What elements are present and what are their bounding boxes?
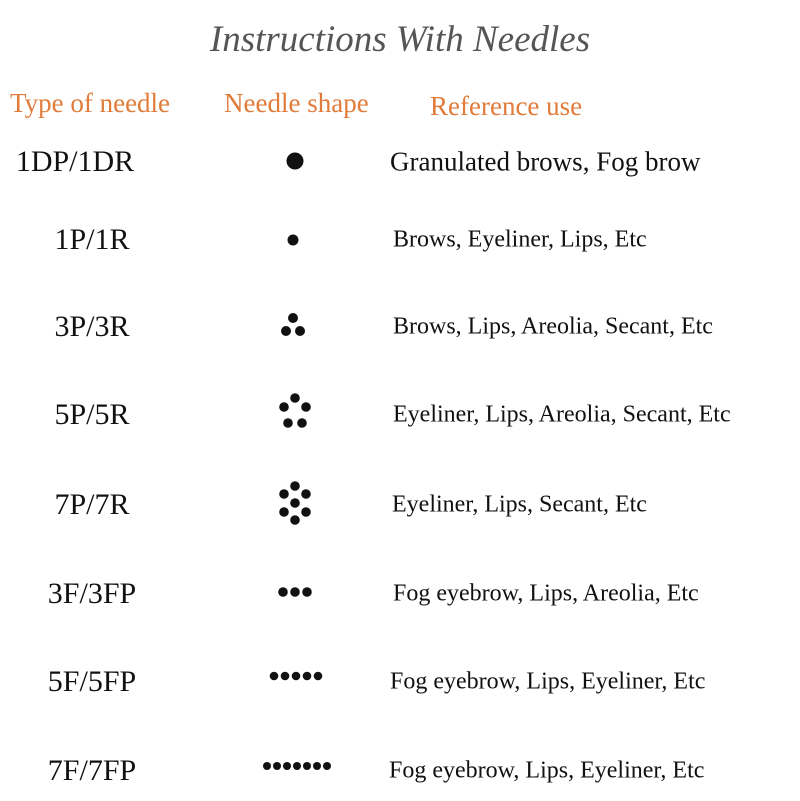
reference-use: Granulated brows, Fog brow xyxy=(390,146,701,177)
header-reference-use: Reference use xyxy=(430,91,583,121)
three-dot-cluster-icon xyxy=(250,297,340,357)
needle-type: 1DP/1DR xyxy=(15,145,135,178)
needle-type: 7F/7FP xyxy=(47,754,137,787)
table-row xyxy=(0,475,800,535)
table-row xyxy=(0,132,800,192)
table-row xyxy=(0,385,800,445)
page-title: Instructions With Needles xyxy=(209,19,591,60)
needle-type: 5P/5R xyxy=(54,398,130,431)
reference-use: Fog eyebrow, Lips, Eyeliner, Etc xyxy=(390,668,706,695)
reference-use: Brows, Lips, Areolia, Secant, Etc xyxy=(393,313,713,340)
needle-type: 1P/1R xyxy=(54,223,130,256)
reference-use: Eyeliner, Lips, Secant, Etc xyxy=(392,491,647,518)
reference-use: Fog eyebrow, Lips, Areolia, Etc xyxy=(393,580,699,607)
header-type-of-needle: Type of needle xyxy=(10,88,171,118)
seven-dot-line-icon xyxy=(255,741,345,801)
reference-use: Fog eyebrow, Lips, Eyeliner, Etc xyxy=(389,757,705,784)
seven-dot-cluster-icon xyxy=(250,475,340,535)
needle-type: 7P/7R xyxy=(54,488,130,521)
reference-use: Brows, Eyeliner, Lips, Etc xyxy=(393,226,647,253)
table-row xyxy=(0,652,800,712)
five-dot-line-icon xyxy=(260,652,340,712)
single-large-dot-icon xyxy=(250,132,340,192)
table-row xyxy=(0,564,800,624)
three-dot-line-icon xyxy=(250,564,340,624)
table-row xyxy=(0,297,800,357)
reference-use: Eyeliner, Lips, Areolia, Secant, Etc xyxy=(393,401,731,428)
needle-type: 3P/3R xyxy=(54,310,130,343)
table-row xyxy=(0,210,800,270)
five-dot-cluster-icon xyxy=(250,385,340,445)
header-needle-shape: Needle shape xyxy=(224,88,369,118)
table-row xyxy=(0,741,800,801)
single-dot-icon xyxy=(250,210,340,270)
needle-type: 5F/5FP xyxy=(47,665,137,698)
needle-type: 3F/3FP xyxy=(47,577,137,610)
